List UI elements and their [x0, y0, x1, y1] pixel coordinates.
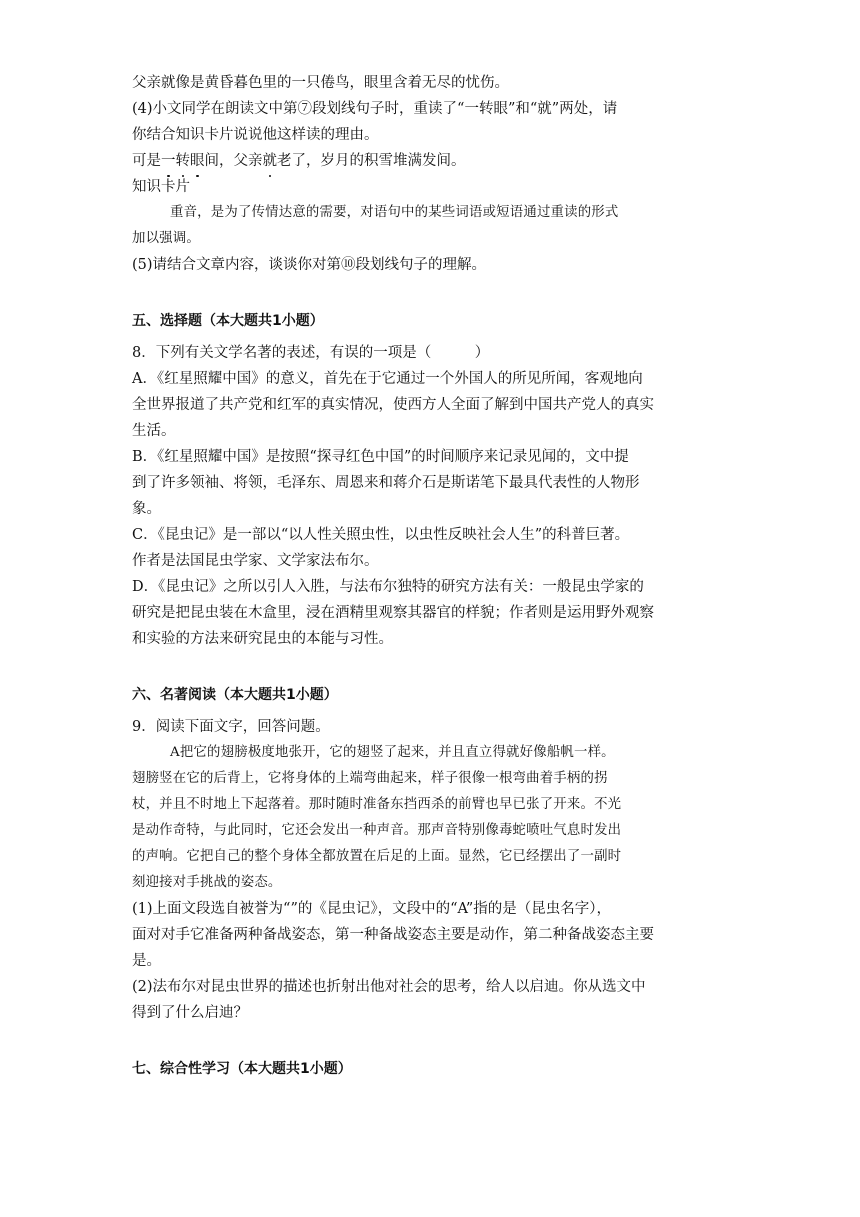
excerpt-line: 刻迎接对手挑战的姿态。 — [132, 875, 282, 890]
option-c: C．《昆虫记》是一部以“以人性关照虫性，以虫性反映社会人生”的科普巨著。 — [132, 527, 630, 543]
question-9: 9．阅读下面文字，回答问题。 — [132, 719, 330, 735]
stress-dot-char: 就 — [263, 148, 278, 174]
option-a: 生活。 — [132, 423, 176, 439]
knowledge-card-text: 重音，是为了传情达意的需要，对语句中的某些词语或短语通过重读的形式 — [170, 205, 619, 220]
option-b: B．《红星照耀中国》是按照“探寻红色中国”的时间顺序来记录见闻的，文中提 — [132, 449, 629, 465]
option-d: 研究是把昆虫装在木盒里，浸在酒精里观察其器官的样貌；作者则是运用野外观察 — [132, 605, 654, 621]
stress-dot-char: 一 — [161, 148, 176, 174]
excerpt-line: A把它的翅膀极度地张开，它的翅竖了起来，并且直立得就好像船帆一样。 — [170, 745, 615, 760]
emphasis-text: 老了，岁月的积雪堆满发间。 — [277, 153, 466, 169]
section-7-title: 七、综合性学习（本大题共1小题） — [132, 1061, 352, 1077]
excerpt-line: 的声响。它把自己的整个身体全都放置在后足的上面。显然，它已经摆出了一副时 — [132, 849, 622, 864]
emphasis-text: 间，父亲 — [204, 153, 263, 169]
option-a: 全世界报道了共产党和红军的真实情况，使西方人全面了解到中国共产党人的真实 — [132, 397, 654, 413]
sub-question-1: 是。 — [132, 953, 161, 969]
section-5-title: 五、选择题（本大题共1小题） — [132, 313, 324, 329]
option-d: 和实验的方法来研究昆虫的本能与习性。 — [132, 631, 393, 647]
excerpt-line: 杖，并且不时地上下起落着。那时随时准备东挡西杀的前臂也早已张了开来。不光 — [132, 797, 622, 812]
option-b: 象。 — [132, 501, 161, 517]
option-c: 作者是法国昆虫学家、文学家法布尔。 — [132, 553, 379, 569]
option-a: A．《红星照耀中国》的意义，首先在于它通过一个外国人的所见所闻，客观地向 — [132, 371, 643, 387]
knowledge-card-title: 知识卡片 — [132, 179, 190, 195]
sub-question-1: 面对对手它准备两种备战姿态，第一种备战姿态主要是动作，第二种备战姿态主要 — [132, 927, 654, 943]
emphasis-text: 可是 — [132, 153, 161, 169]
text-line: 父亲就像是黄昏暮色里的一只倦鸟，眼里含着无尽的忧伤。 — [132, 75, 509, 91]
question-8: 8．下列有关文学名著的表述，有误的一项是（ ） — [132, 345, 490, 361]
stress-dot-char: 眼 — [190, 148, 205, 174]
question-5: (5)请结合文章内容，谈谈你对第⑩段划线句子的理解。 — [132, 257, 487, 273]
option-d: D．《昆虫记》之所以引人入胜，与法布尔独特的研究方法有关：一般昆虫学家的 — [132, 579, 644, 595]
option-b: 到了许多领袖、将领，毛泽东、周恩来和蒋介石是斯诺笔下最具代表性的人物形 — [132, 475, 640, 491]
knowledge-card-text: 加以强调。 — [132, 231, 200, 246]
sub-question-1: (1)上面文段选自被誉为“”的《昆虫记》，文段中的“A”指的是（昆虫名字）， — [132, 901, 612, 917]
question-4-line-2: 你结合知识卡片说说他这样读的理由。 — [132, 127, 379, 143]
sub-question-2: 得到了什么启迪？ — [132, 1005, 248, 1021]
section-6-title: 六、名著阅读（本大题共1小题） — [132, 687, 338, 703]
question-4-line-1: (4)小文同学在朗读文中第⑦段划线句子时，重读了“一转眼”和“就”两处，请 — [132, 101, 618, 117]
excerpt-line: 是动作奇特，与此同时，它还会发出一种声音。那声音特别像毒蛇喷吐气息时发出 — [132, 823, 622, 838]
sub-question-2: (2)法布尔对昆虫世界的描述也折射出他对社会的思考，给人以启迪。你从选文中 — [132, 979, 646, 995]
emphasis-sentence — [132, 148, 732, 174]
document-page — [132, 70, 732, 1082]
stress-dot-char: 转 — [176, 148, 191, 174]
excerpt-line: 翅膀竖在它的后背上，它将身体的上端弯曲起来，样子很像一根弯曲着手柄的拐 — [132, 771, 608, 786]
